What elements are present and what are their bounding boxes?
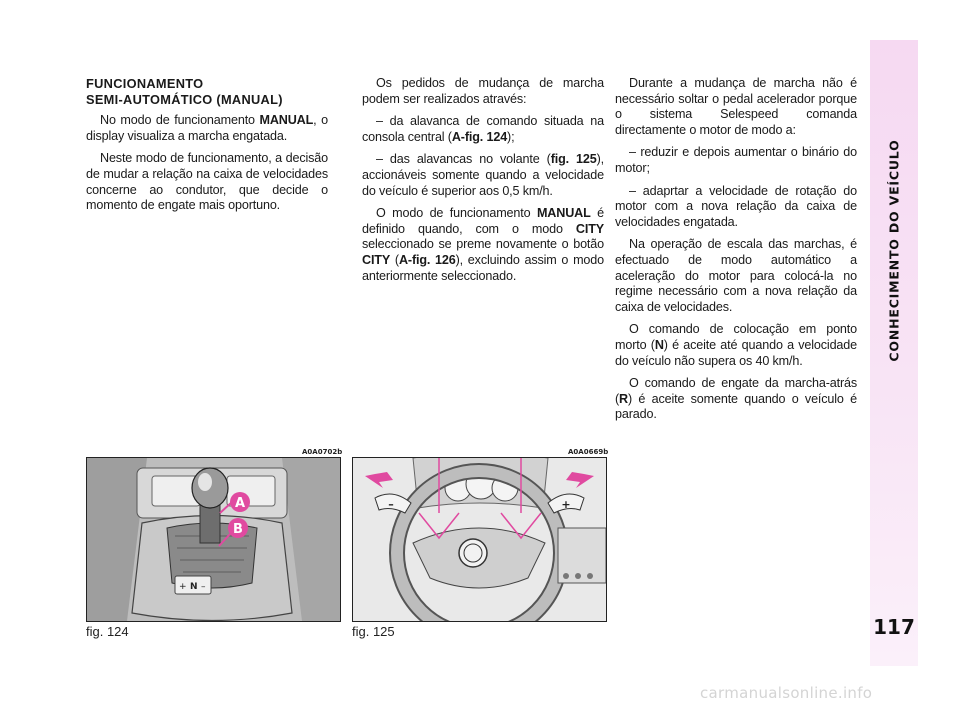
paragraph: – reduzir e depois aumentar o binário do motor;: [615, 145, 857, 175]
gear-plus-label: +: [179, 582, 187, 592]
paragraph: No modo de funcionamento MANUAL, o display visualiza a marcha engatada.: [86, 113, 328, 143]
section-tab-title: CONHECIMENTO DO VEÍCULO: [886, 138, 902, 362]
watermark: carmanualsonline.info: [700, 684, 873, 702]
paragraph: Os pedidos de mudança de marcha podem ser realizados através:: [362, 76, 604, 106]
figure-124-gear-lever: [86, 457, 341, 622]
callout-a: A: [234, 496, 246, 511]
text-column-2: [362, 76, 604, 291]
figure-code: A0A0669b: [568, 448, 609, 456]
text-column-3: [615, 76, 857, 430]
figure-125-steering-paddles: [352, 457, 607, 622]
paragraph: O comando de engate da marcha-atrás (R) é aceite somente quando o veículo é parado.: [615, 376, 857, 422]
page-number: 117: [873, 615, 915, 639]
figure-125-caption: fig. 125: [352, 624, 395, 639]
gear-n-label: N: [190, 582, 198, 592]
paragraph: Neste modo de funcionamento, a decisão de mudar a relação na caixa de velocidades concerne ao condutor, que decide o momento de engate mais oportuno.: [86, 151, 328, 213]
gear-minus-label: –: [201, 582, 206, 592]
paragraph: – da alavanca de comando situada na consola central (A-fig. 124);: [362, 114, 604, 144]
paragraph: O comando de colocação em ponto morto (N) é aceite até quando a velocidade do veículo não supera os 40 km/h.: [615, 322, 857, 368]
figure-124-caption: fig. 124: [86, 624, 129, 639]
figure-code: A0A0702b: [302, 448, 343, 456]
paragraph: – das alavancas no volante (fig. 125), accionáveis somente quando a velocidade do veículo é superior aos 0,5 km/h.: [362, 152, 605, 198]
steering-wheel-illustration: [353, 458, 606, 621]
section-tab: [870, 40, 918, 666]
paddle-minus-label: –: [388, 498, 394, 511]
callout-b: B: [233, 522, 243, 537]
paragraph: – adaprtar a velocidade de rotação do motor com a nova relação da caixa de velocidades engatada.: [615, 183, 857, 229]
paragraph: Durante a mudança de marcha não é necessário soltar o pedal acelerador porque o sistema Selespeed comanda directamente o motor de modo a:: [615, 76, 857, 137]
paragraph: Na operação de escala das marchas, é efectuado de modo automático a aceleração do motor para colocá-la no regime necessário com a nova relação da caixa de velocidades.: [615, 237, 857, 314]
section-heading: FUNCIONAMENTO SEMI-AUTOMÁTICO (MANUAL): [86, 76, 283, 107]
paddle-plus-label: +: [561, 498, 571, 511]
text-column-1: [86, 76, 328, 221]
paragraph: O modo de funcionamento MANUAL é definido quando, com o modo CITY seleccionado se preme novamente o botão CITY (A-fig. 126), excluindo assim o modo anteriormente seleccionado.: [362, 206, 605, 283]
gear-lever-illustration: [87, 458, 340, 621]
